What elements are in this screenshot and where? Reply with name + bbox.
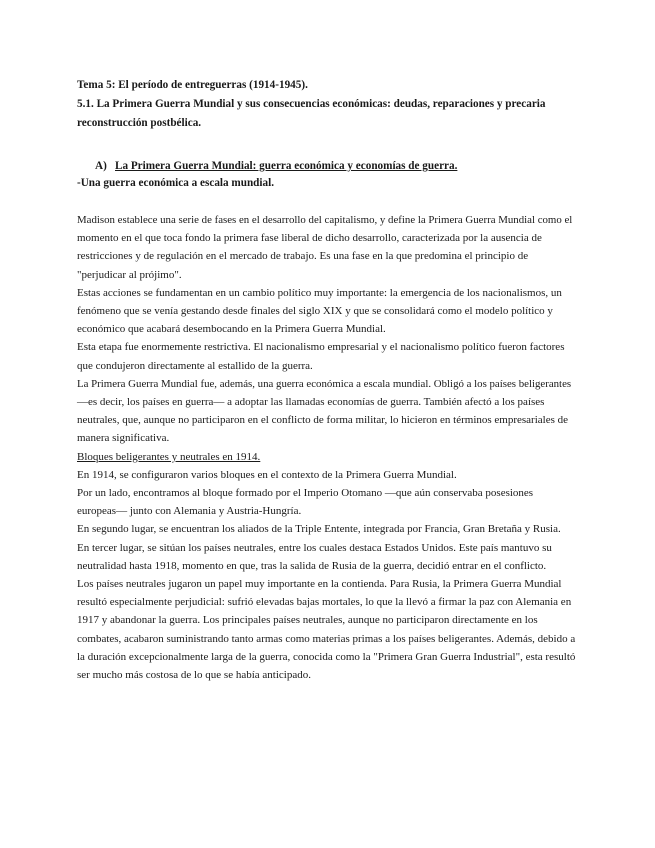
paragraph-8 [77,539,577,575]
subtopic-title-line-1: 5.1. La Primera Guerra Mundial y sus consecuencias económicas: deudas, reparaciones y precaria [77,98,546,110]
paragraph-line: ser mucho más costosa de lo que se había anticipado. [77,669,311,682]
paragraph-line: europeas— junto con Alemania y Austria-Hungría. [77,505,302,518]
paragraph-line: neutrales, que, aunque no participaron en el conflicto de forma militar, lo hicieron en términos empresariales de [77,414,569,427]
section-a-title: La Primera Guerra Mundial: guerra económica y economías de guerra. [115,160,458,172]
subheading-blocks: Bloques beligerantes y neutrales en 1914. [77,450,261,463]
paragraph-7 [77,520,577,538]
paragraph-line: Por un lado, encontramos al bloque formado por el Imperio Otomano —que aún conservaba posesiones [77,487,534,500]
section-a-subtitle: -Una guerra económica a escala mundial. [77,177,275,189]
paragraph-line: la duración excepcionalmente larga de la guerra, conocida como la "Primera Gran Guerra Industrial", esta resultó [77,650,576,663]
paragraph-5 [77,466,577,484]
paragraph-2 [77,284,577,339]
paragraph-line: económico que acabará desembocando en la Primera Guerra Mundial. [77,323,386,336]
section-a-letter: A) [95,160,107,172]
paragraph-line: En segundo lugar, se encuentran los aliados de la Triple Entente, integrada por Francia, Gran Bretaña y Rusia. [77,523,561,536]
paragraph-line: resultó especialmente perjudicial: sufrió elevadas bajas mortales, lo que la llevó a firmar la paz con Alemania en [77,596,572,609]
paragraph-line: En tercer lugar, se sitúan los países neutrales, entre los cuales destaca Estados Unidos. Este país mantuvo su [77,541,552,554]
paragraph-line: Esta etapa fue enormemente restrictiva. El nacionalismo empresarial y el nacionalismo político fueron factores [77,341,565,354]
paragraph-line: Estas acciones se fundamentan en un cambio político muy importante: la emergencia de los nacionalismos, un [77,286,562,299]
paragraph-6 [77,484,577,520]
paragraph-line: manera significativa. [77,432,170,445]
paragraph-line: Madison establece una serie de fases en el desarrollo del capitalismo, y define la Primera Guerra Mundial como el [77,214,573,226]
paragraph-line: Los países neutrales jugaron un papel muy importante en la contienda. Para Rusia, la Primera Guerra Mundial [77,578,562,591]
paragraph-line: En 1914, se configuraron varios bloques en el contexto de la Primera Guerra Mundial. [77,468,457,481]
section-a-heading [77,158,577,192]
paragraph-line: momento en el que toca fondo la primera fase liberal de dicho desarrollo, caracterizada por la ausencia de [77,232,542,245]
topic-title: Tema 5: El período de entreguerras (1914-1945). [77,79,308,91]
document-content [77,76,577,684]
paragraph-3 [77,338,577,374]
paragraph-line: La Primera Guerra Mundial fue, además, una guerra económica a escala mundial. Obligó a los países beligerantes [77,377,572,390]
paragraph-line: restricciones y de regulación en el mercado de trabajo. Es una fase en la que predomina el principio de [77,250,529,263]
paragraph-line: —es decir, los países en guerra— a adoptar las llamadas economías de guerra. También afectó a los países [77,396,545,409]
paragraph-line: 1917 y abandonar la guerra. Los principales países neutrales, aunque no participaron directamente en los [77,614,538,627]
paragraph-4 [77,375,577,448]
subtopic-title-line-2: reconstrucción postbélica. [77,117,202,129]
paragraph-1 [77,211,577,284]
section-a-title-line [77,158,577,175]
paragraph-line: fenómeno que se venía gestando desde finales del siglo XIX y que se consolidará como el modelo político y [77,305,553,318]
paragraph-9 [77,575,577,684]
paragraph-line: combates, acabaron suministrando tanto armas como materias primas a los países beligerantes. Además, debido a [77,632,576,645]
paragraph-line: "perjudicar al prójimo". [77,268,182,281]
paragraph-line: que condujeron directamente al estallido de la guerra. [77,359,313,372]
document-heading [77,76,577,133]
paragraph-line: neutralidad hasta 1918, momento en que, tras la salida de Rusia de la guerra, decidió entrar en el conflicto. [77,559,547,572]
